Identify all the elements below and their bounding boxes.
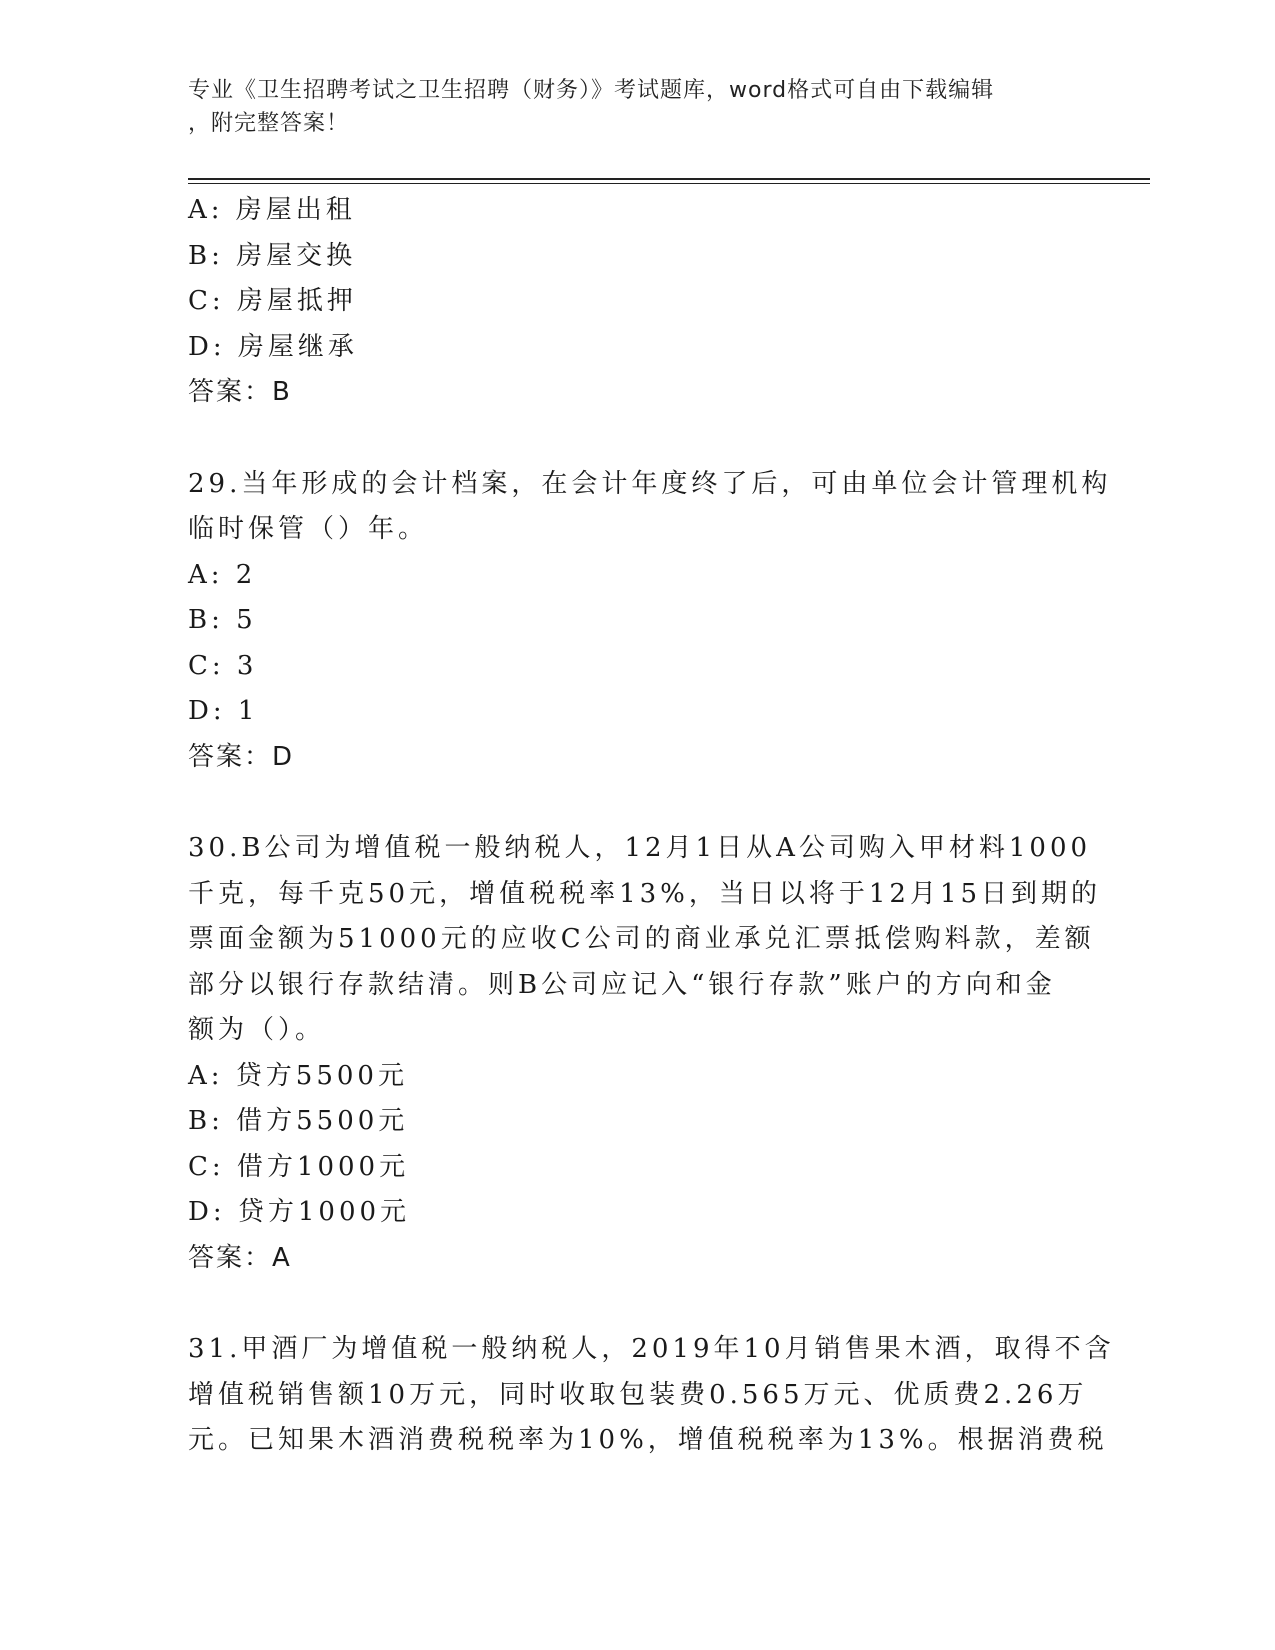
question-30 — [188, 826, 1102, 1281]
question-stem-line: 元。已知果木酒消费税税率为10%，增值税税率为13%。根据消费税 — [188, 1425, 1108, 1455]
option-a: A: 房屋出租 — [188, 195, 356, 225]
question-29 — [188, 462, 1112, 781]
question-stem-line: 千克，每千克50元，增值税税率13%，当日以将于12月15日到期的 — [188, 878, 1102, 909]
option-a: A: 贷方5500元 — [188, 1060, 408, 1091]
question-stem-line: 增值税销售额10万元，同时收取包装费0.565万元、优质费2.26万 — [188, 1379, 1088, 1410]
question-stem-line: 30.B公司为增值税一般纳税人，12月1日从A公司购入甲材料1000 — [188, 833, 1092, 863]
answer-line: 答案：D — [188, 741, 295, 772]
option-c: C: 房屋抵押 — [188, 286, 357, 316]
option-d: D: 房屋继承 — [188, 331, 358, 362]
question-stem-line: 部分以银行存款结清。则B公司应记入“银行存款”账户的方向和金 — [188, 969, 1056, 1000]
header-divider-thin — [188, 183, 1150, 184]
option-c: C: 借方1000元 — [188, 1151, 410, 1182]
answer-line: 答案：B — [188, 377, 292, 407]
header-line-2: ，附完整答案！ — [188, 111, 350, 136]
option-d: D: 贷方1000元 — [188, 1197, 411, 1227]
question-31 — [188, 1327, 1115, 1464]
answer-line: 答案：A — [188, 1242, 292, 1273]
document-header — [188, 74, 1088, 140]
header-divider-thick — [188, 178, 1150, 180]
option-d: D: 1 — [188, 696, 259, 726]
question-stem-line: 31.甲酒厂为增值税一般纳税人，2019年10月销售果木酒，取得不含 — [188, 1334, 1115, 1364]
option-b: B: 5 — [188, 605, 257, 635]
question-stem-line: 临时保管（）年。 — [188, 514, 429, 544]
question-stem-line: 票面金额为51000元的应收C公司的商业承兑汇票抵偿购料款，差额 — [188, 924, 1095, 954]
question-28 — [188, 188, 1088, 416]
option-a: A: 2 — [188, 559, 257, 590]
question-stem-line: 29.当年形成的会计档案，在会计年度终了后，可由单位会计管理机构 — [188, 468, 1112, 499]
header-line-1: 专业《卫生招聘考试之卫生招聘（财务）》考试题库，word格式可自由下载编辑 — [188, 78, 995, 103]
question-list — [188, 188, 1115, 1464]
option-b: B: 借方5500元 — [188, 1106, 409, 1136]
option-b: B: 房屋交换 — [188, 240, 357, 271]
question-stem-line: 额为（）。 — [188, 1015, 326, 1045]
option-c: C: 3 — [188, 650, 258, 681]
